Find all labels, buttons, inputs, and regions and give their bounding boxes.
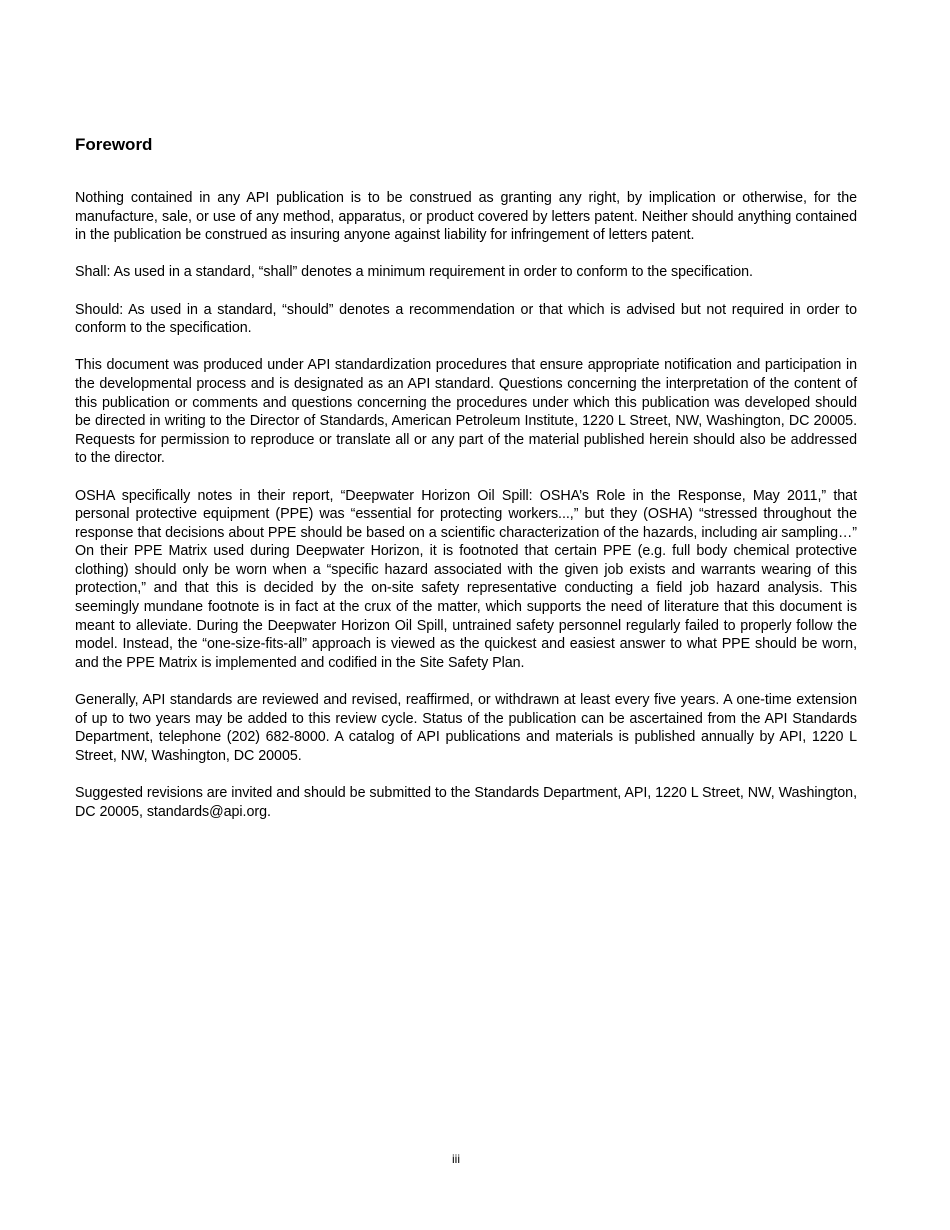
paragraph-should-definition: Should: As used in a standard, “should” denotes a recommendation or that which is advised but not required in order to conform to the specification. xyxy=(75,301,857,337)
paragraph-suggested-revisions: Suggested revisions are invited and should be submitted to the Standards Department, API, 1220 L Street, NW, Washington, DC 20005, standards@api.org. xyxy=(75,785,857,820)
page-number: iii xyxy=(452,1152,460,1166)
paragraph-standardization-procedures: This document was produced under API standardization procedures that ensure appropriate notification and participation in the developmental process and is designated as an API standard. Questions concerning the interpretation of the content of this publication or comments and questions concerning the procedures under which this publication was developed should be directed in writing to the Director of Standards, American Petroleum Institute, 1220 L Street, NW, Washington, DC 20005. Requests for permission to reproduce or translate all or any part of the material published herein should also be addressed to the director. xyxy=(75,357,857,467)
paragraph-review-cycle: Generally, API standards are reviewed and revised, reaffirmed, or withdrawn at least every five years. A one-time extension of up to two years may be added to this review cycle. Status of the publication can be ascertained from the API Standards Department, telephone (202) 682-8000. A catalog of API publications and materials is published annually by API, 1220 L Street, NW, Washington, DC 20005. xyxy=(75,692,857,764)
document-body xyxy=(75,133,857,840)
page-title: Foreword xyxy=(75,135,153,154)
paragraph-patent-disclaimer: Nothing contained in any API publication is to be construed as granting any right, by implication or otherwise, for the manufacture, sale, or use of any method, apparatus, or product covered by letters patent. Neither should anything contained in the publication be construed as insuring anyone against liability for infringement of letters patent. xyxy=(75,190,857,244)
paragraph-osha-report: OSHA specifically notes in their report, “Deepwater Horizon Oil Spill: OSHA’s Role in the Response, May 2011,” that personal protective equipment (PPE) was “essential for protecting workers...,” but they (OSHA) “stressed throughout the response that decisions about PPE should be based on a scientific characterization of the hazards, including air sampling…” On their PPE Matrix used during Deepwater Horizon, it is footnoted that certain PPE (e.g. full body chemical protective clothing) should only be worn when a “specific hazard associated with the given job exists and warrants wearing of this protection,” and that this is decided by the on-site safety representative conducting a field job hazard analysis. This seemingly mundane footnote is in fact at the crux of the matter, which supports the need of literature that this document is meant to alleviate. During the Deepwater Horizon Oil Spill, untrained safety personnel regularly failed to properly follow the model. Instead, the “one-size-fits-all” approach is viewed as the quickest and easiest answer to what PPE should be worn, and the PPE Matrix is implemented and codified in the Site Safety Plan. xyxy=(75,487,857,671)
paragraph-shall-definition: Shall: As used in a standard, “shall” denotes a minimum requirement in order to conform to the specification. xyxy=(75,264,753,281)
